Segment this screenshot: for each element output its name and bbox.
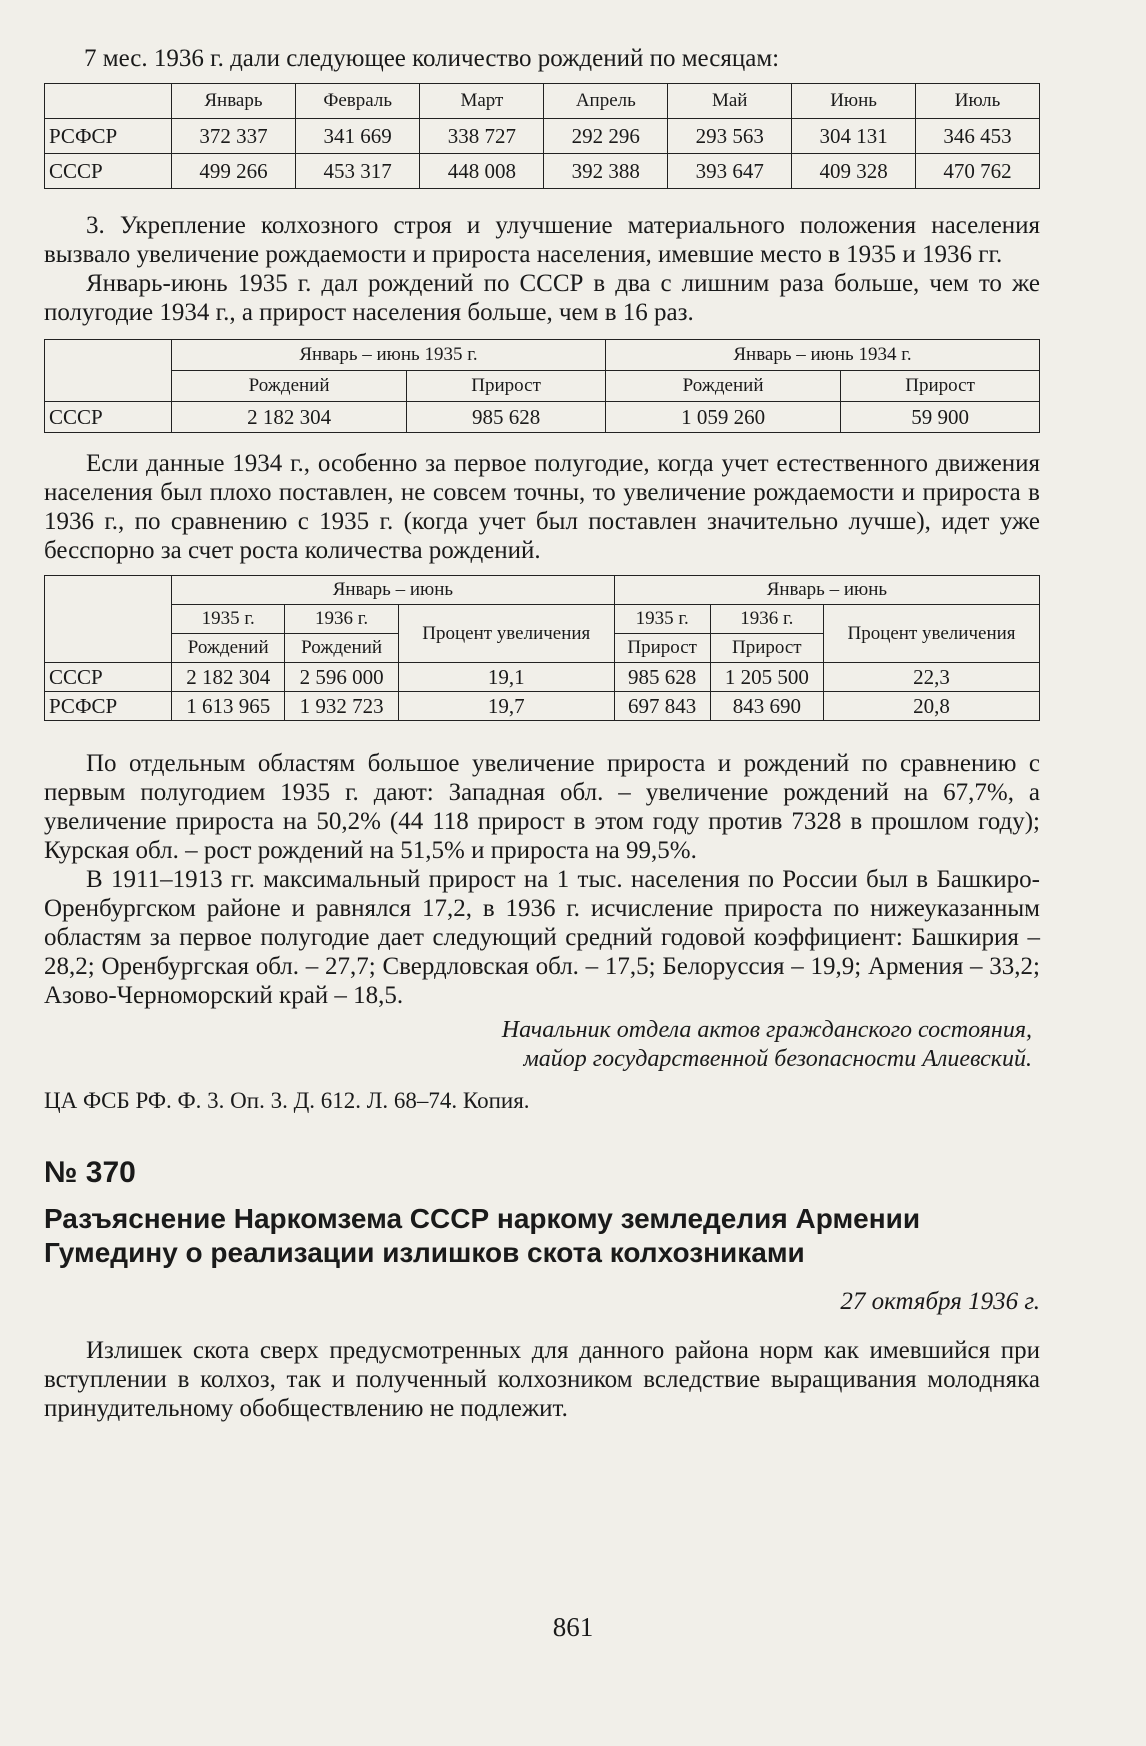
column-header: 1935 г. <box>172 605 285 634</box>
column-header: Прирост <box>710 634 823 663</box>
paragraph-3: 3. Укрепление колхозного строя и улучшение материального положения населения вызвало увеличение рождаемости и прироста населения, имевшие место в 1935 и 1936 гг. <box>44 212 1040 268</box>
table-subheader-row <box>45 371 1040 402</box>
row-label: РСФСР <box>45 692 172 721</box>
archive-reference: ЦА ФСБ РФ. Ф. 3. Оп. 3. Д. 612. Л. 68–74. Копия. <box>44 1088 530 1113</box>
table-row <box>45 692 1040 721</box>
column-header: Рождений <box>605 371 840 402</box>
group-header: Январь – июнь <box>614 576 1039 605</box>
table-cell: 304 131 <box>792 119 916 154</box>
table-cell: 19,1 <box>398 663 614 692</box>
table-header-row <box>45 84 1040 119</box>
table-cell: 843 690 <box>710 692 823 721</box>
table-cell: 341 669 <box>295 119 420 154</box>
table-row <box>45 154 1040 189</box>
half-year-comparison-table <box>44 339 1040 433</box>
table-cell: 59 900 <box>841 402 1040 433</box>
paragraph-jan-jun: Январь-июнь 1935 г. дал рождений по СССР в два с лишним раза больше, чем то же полугодие 1934 г., а прирост населения больше, чем в 16 раз. <box>44 270 1040 326</box>
table-cell: 392 388 <box>544 154 668 189</box>
column-header: Май <box>668 84 792 119</box>
row-label: СССР <box>45 154 172 189</box>
paragraph-1911: В 1911–1913 гг. максимальный прирост на 1 тыс. населения по России был в Башкиро-Оренбургском районе и равнялся 17,2, в 1936 г. исчисление прироста по нижеуказанным областям за первое полугодие дает следующий средний годовой коэффициент: Башкирия – 28,2; Оренбургская обл. – 27,7; Свердловская обл. – 17,5; Белоруссия – 19,9; Армения – 33,2; Азово-Черноморский край – 18,5. <box>44 866 1040 1009</box>
signature-block <box>44 1016 1040 1074</box>
births-by-month-table <box>44 83 1040 189</box>
table-cell: 20,8 <box>824 692 1040 721</box>
table-cell: 2 596 000 <box>285 663 398 692</box>
table-cell: 19,7 <box>398 692 614 721</box>
row-label: СССР <box>45 402 172 433</box>
table-cell: 499 266 <box>172 154 296 189</box>
column-header: Рождений <box>172 634 285 663</box>
table-cell: 985 628 <box>614 663 710 692</box>
table-subheader-row <box>45 605 1040 634</box>
paragraph-if: Если данные 1934 г., особенно за первое полугодие, когда учет естественного движения населения был плохо поставлен, не совсем точны, то увеличение рождаемости и прироста в 1936 г., по сравнению с 1935 г. (когда учет был поставлен значительно лучше), идет уже бесспорно за счет роста количества рождений. <box>44 450 1040 564</box>
table-cell: 372 337 <box>172 119 296 154</box>
column-header: Прирост <box>841 371 1040 402</box>
column-header: Апрель <box>544 84 668 119</box>
paragraph-regions: По отдельным областям большое увеличение прироста и рождений по сравнению с первым полугодием 1935 г. дают: Западная обл. – увеличение рождений на 67,7%, а увеличение прироста на 50,2% (44 118 прирост в этом году против 7328 в прошлом году); Курская обл. – рост рождений на 51,5% и прироста на 99,5%. <box>44 750 1040 864</box>
column-header: Рождений <box>172 371 407 402</box>
table-cell: 470 762 <box>916 154 1040 189</box>
table-cell: 346 453 <box>916 119 1040 154</box>
table-cell: 293 563 <box>668 119 792 154</box>
final-paragraph: Излишек скота сверх предусмотренных для данного района норм как имевшийся при вступлении в колхоз, так и полученный колхозником вследствие выращивания молодняка принудительному обобществлению не подлежит. <box>44 1337 1040 1422</box>
group-header: Январь – июнь 1935 г. <box>172 340 606 371</box>
row-label: РСФСР <box>45 119 172 154</box>
table-corner-cell <box>45 84 172 119</box>
row-label: СССР <box>45 663 172 692</box>
table-cell: 1 613 965 <box>172 692 285 721</box>
table-cell: 1 205 500 <box>710 663 823 692</box>
table-cell: 1 932 723 <box>285 692 398 721</box>
signature-line: Начальник отдела актов гражданского состояния, <box>501 1017 1032 1043</box>
table-cell: 697 843 <box>614 692 710 721</box>
table-cell: 22,3 <box>824 663 1040 692</box>
table-cell: 2 182 304 <box>172 663 285 692</box>
table-corner-cell <box>45 340 172 402</box>
column-header: Прирост <box>407 371 606 402</box>
table-header-row <box>45 576 1040 605</box>
growth-comparison-table <box>44 575 1040 721</box>
table-cell: 985 628 <box>407 402 606 433</box>
page-content <box>44 44 1040 1423</box>
column-header: Март <box>420 84 544 119</box>
column-header: 1935 г. <box>614 605 710 634</box>
page-number: 861 <box>552 1612 594 1642</box>
document-title-line: Разъяснение Наркомзема СССР наркому земледелия Армении <box>44 1203 921 1234</box>
table-cell: 338 727 <box>420 119 544 154</box>
table-cell: 2 182 304 <box>172 402 407 433</box>
signature-line: майор государственной безопасности Алиевский. <box>523 1046 1032 1072</box>
table-corner-cell <box>45 576 172 663</box>
column-header: 1936 г. <box>710 605 823 634</box>
document-title-line: Гумедину о реализации излишков скота колхозниками <box>44 1237 805 1268</box>
document-title <box>44 1202 1040 1270</box>
table-cell: 453 317 <box>295 154 420 189</box>
column-header: Февраль <box>295 84 420 119</box>
document-number: № 370 <box>44 1156 136 1189</box>
table-cell: 409 328 <box>792 154 916 189</box>
group-header: Январь – июнь <box>172 576 615 605</box>
table-cell: 393 647 <box>668 154 792 189</box>
column-header: Январь <box>172 84 296 119</box>
column-header: 1936 г. <box>285 605 398 634</box>
group-header: Январь – июнь 1934 г. <box>605 340 1039 371</box>
table-cell: 1 059 260 <box>605 402 840 433</box>
table-cell: 448 008 <box>420 154 544 189</box>
column-header: Процент увеличения <box>824 605 1040 663</box>
column-header: Прирост <box>614 634 710 663</box>
table-cell: 292 296 <box>544 119 668 154</box>
column-header: Рождений <box>285 634 398 663</box>
column-header: Процент увеличения <box>398 605 614 663</box>
column-header: Июнь <box>792 84 916 119</box>
intro-text: 7 мес. 1936 г. дали следующее количество рождений по месяцам: <box>84 45 780 72</box>
table-row <box>45 119 1040 154</box>
table-row <box>45 402 1040 433</box>
column-header: Июль <box>916 84 1040 119</box>
table-row <box>45 663 1040 692</box>
table-header-row <box>45 340 1040 371</box>
document-date: 27 октября 1936 г. <box>840 1288 1040 1315</box>
